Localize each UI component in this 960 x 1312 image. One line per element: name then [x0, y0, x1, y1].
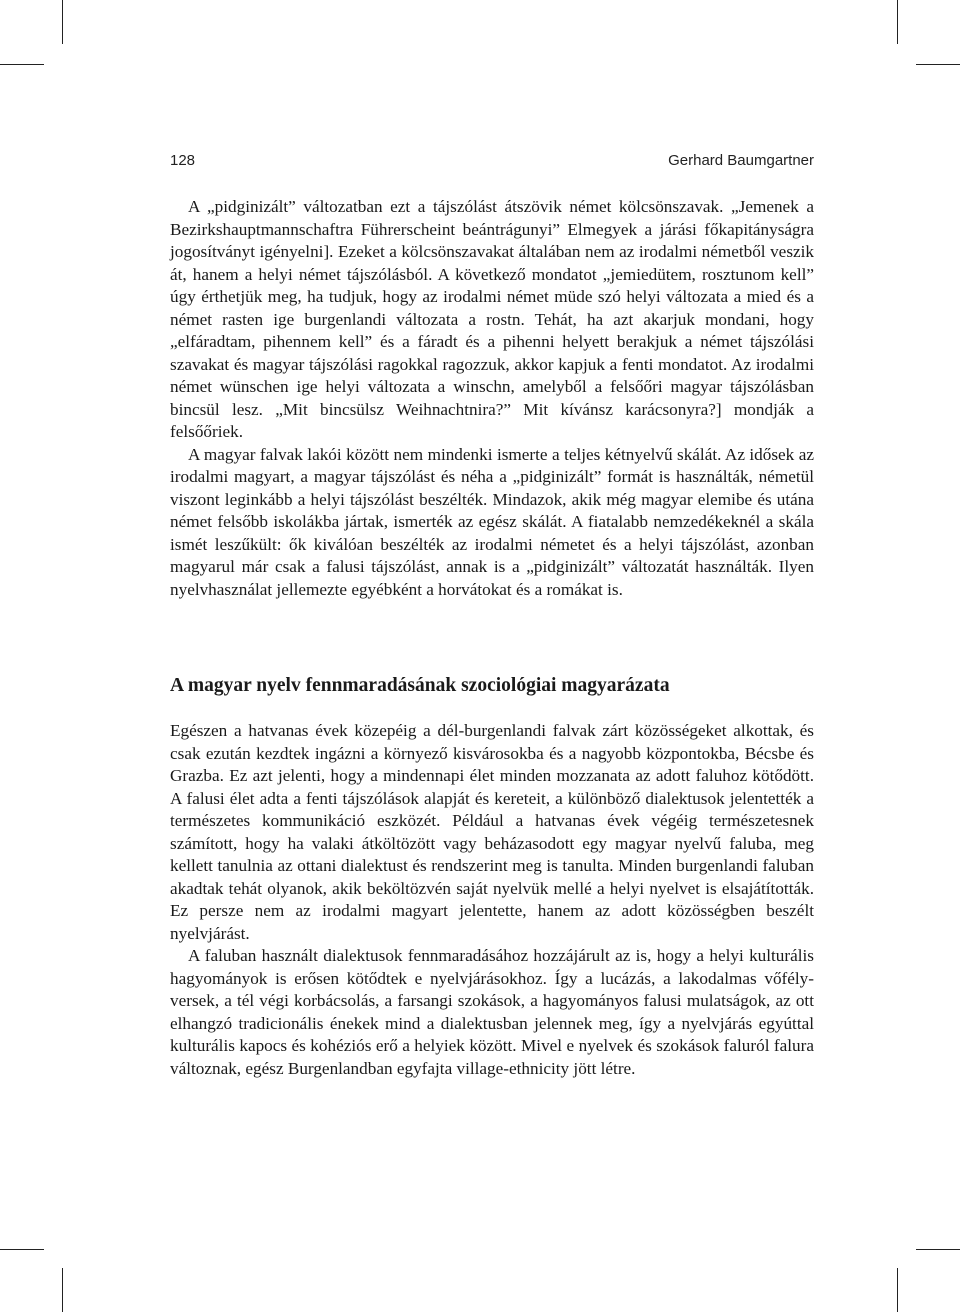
- crop-mark-top-right-horizontal: [916, 64, 960, 65]
- crop-mark-bottom-left-horizontal: [0, 1249, 44, 1250]
- section-heading: A magyar nyelv fennmaradásának szociológiai magyarázata: [170, 675, 670, 696]
- crop-mark-bottom-right-horizontal: [916, 1249, 960, 1250]
- crop-mark-bottom-right-vertical: [897, 1268, 898, 1312]
- section-body: [170, 720, 814, 1080]
- paragraph: Egészen a hatvanas évek közepéig a dél-burgenlandi falvak zárt közösségeket alkottak, és csak ezután kezdtek ingázni a környező kisvárosokba és a nagyobb központokba, Bécsbe és Grazba. Ez azt jelenti, hogy a mindennapi élet minden mozzanata az adott faluhoz kötődött. A falusi élet adta a fenti tájszólások alapját és kereteit, a különböző dialektusok jelentették a természetes kommunikáció eszközét. Például a hatvanas évek végéig természetesnek számított, hogy ha valaki átköltözött vagy beházasodott egy magyar nyelvű faluba, meg kellett tanulnia az ottani dialektust és rendszerint meg is tanulta. Minden burgenlandi faluban akadtak tehát olyanok, akik beköltözvén saját nyelvük mellé a helyi nyelvet is elsajátították. Ez persze nem az irodalmi magyart jelentette, hanem az adott közösségben beszélt nyelvjárást.: [170, 721, 814, 943]
- running-head-author: Gerhard Baumgartner: [668, 152, 814, 169]
- paragraph: A „pidginizált” változatban ezt a tájszólást átszövik német kölcsönszavak. „Jemenek a Bezirkshauptmannschaftra Führerscheint beántrágunyi” Elmegyek a járási főkapitányságra jogosítványt igényelni]. Ezeket a kölcsönszavakat általában nem az irodalmi németből veszik át, hanem a helyi német tájszólásból. A következő mondatot „jemiedütem, rosztunom kell” úgy érthetjük meg, ha tudjuk, hogy az irodalmi német müde szó helyi változata a mied és a német rasten ige burgenlandi változata a rostn. Tehát, ha azt akarjuk mondani, hogy „elfáradtam, pihennem kell” és a fáradt és a pihenni helyett berakjuk a német tájszólási szavakat és magyar tájszólási ragokkal ragozzuk, akkor kapjuk a fenti mondatot. Az irodalmi német wünschen ige helyi változata a winschn, amelyből a felsőőri magyar tájszólásban bincsül lesz. „Mit bincsülsz Weihnachtnira?” Mit kívánsz karácsonyra?] mondják a felsőőriek.: [170, 197, 814, 441]
- crop-mark-top-left-horizontal: [0, 64, 44, 65]
- crop-mark-top-right-vertical: [897, 0, 898, 44]
- paragraph: A faluban használt dialektusok fennmaradásához hozzájárult az is, hogy a helyi kulturális hagyományok is erősen kötődtek e nyelvjárásokhoz. Így a lucázás, a lakodalmas vőfély-versek, a tél végi korbácsolás, a farsangi szokások, a hagyományos falusi mulatságok, az ott elhangzó tradicionális énekek mind a dialektusban jelennek meg, így a nyelvjárás egyúttal kulturális kapocs és kohéziós erő a helyiek között. Mivel e nyelvek és szokások faluról falura változnak, egész Burgenlandban egyfajta village-ethnicity jött létre.: [170, 946, 814, 1078]
- paragraph: A magyar falvak lakói között nem mindenki ismerte a teljes kétnyelvű skálát. Az idősek az irodalmi magyart, a magyar tájszólást és néha a „pidginizált” formát is használták, németül viszont leginkább a helyi tájszólást beszélték. Mindazok, akik még magyar elemibe és utána német felsőbb iskolákba jártak, ismerték az egész skálát. A fiatalabb nemzedékeknél a skála ismét leszűkült: ők kiválóan beszélték az irodalmi németet és a helyi tájszólást, azonban magyarul már csak a falusi tájszólást, annak is a „pidginizált” változatát használták. Ilyen nyelvhasználat jellemezte egyébként a horvátokat és a romákat is.: [170, 444, 814, 599]
- crop-mark-top-left-vertical: [62, 0, 63, 44]
- running-head: [170, 152, 814, 174]
- body-text-continued: [170, 196, 814, 601]
- crop-mark-bottom-left-vertical: [62, 1268, 63, 1312]
- page-number: 128: [170, 152, 196, 169]
